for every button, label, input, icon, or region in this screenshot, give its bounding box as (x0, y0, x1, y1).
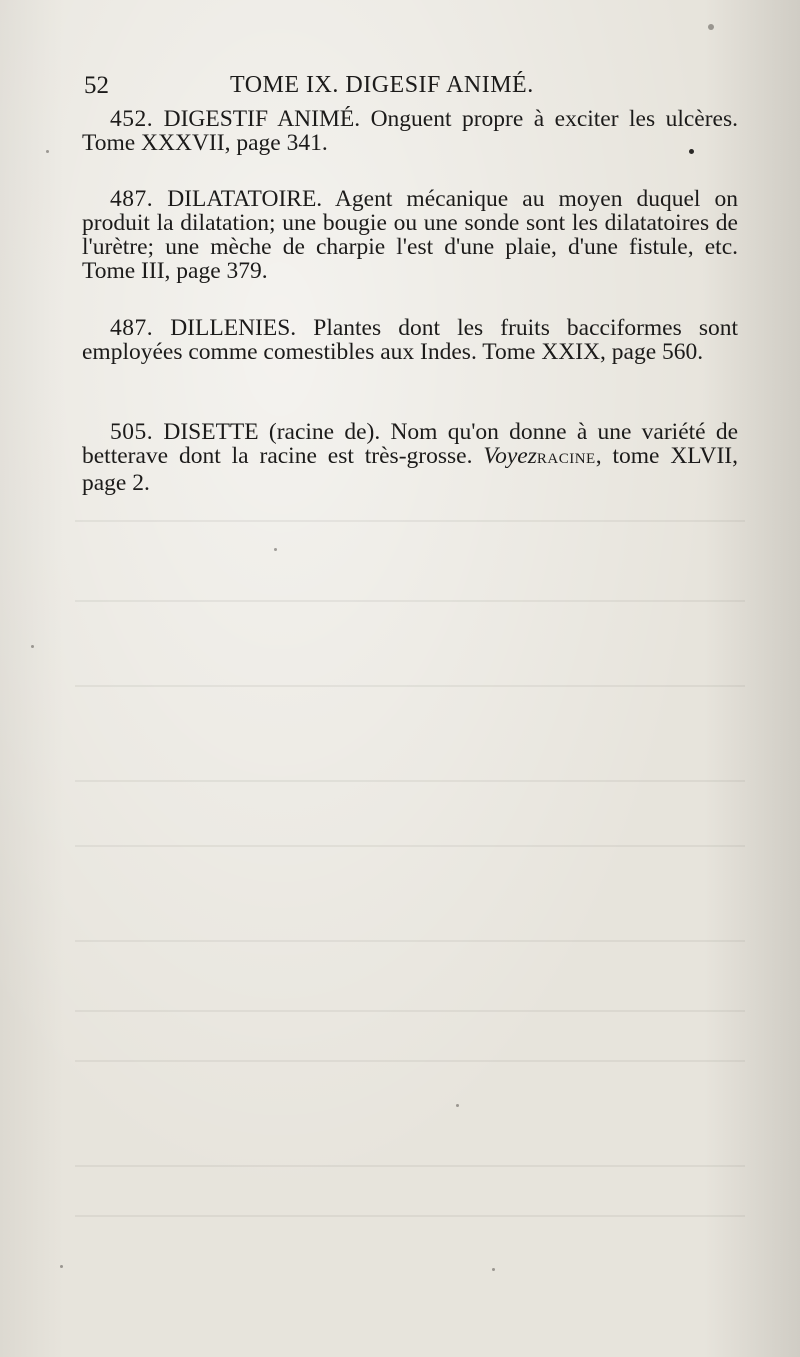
bleed-through-line (75, 520, 745, 522)
entry-headword: DIGESTIF ANIMÉ. (163, 106, 361, 132)
cross-reference: RACINE (536, 451, 596, 467)
page-number: 52 (84, 72, 109, 99)
entry-text: Plantes dont les fruits bacciformes sont employées comme comestibles aux Indes. Tome XXIX, page 560. (82, 315, 739, 365)
dictionary-entry (82, 420, 738, 495)
bleed-through-line (75, 845, 745, 847)
dictionary-entry (82, 107, 738, 155)
bleed-through-line (75, 1060, 745, 1062)
paper-speck (708, 24, 714, 30)
entry-headword: DISETTE (163, 419, 259, 445)
page-header (84, 66, 744, 106)
paper-speck (492, 1268, 495, 1271)
entry-ref: 452. (110, 106, 154, 132)
voyez-label: Voyez (483, 443, 537, 469)
entry-text: Onguent propre à exciter les ulcères. Tome XXXVII, page 341. (82, 106, 739, 156)
bleed-through-line (75, 780, 745, 782)
bleed-through-line (75, 685, 745, 687)
bleed-through-line (75, 1010, 745, 1012)
bleed-through-line (75, 1215, 745, 1217)
dictionary-entry (82, 316, 738, 364)
entry-ref: 487. (110, 315, 154, 341)
entry-ref: 487. (110, 186, 154, 212)
bleed-through-line (75, 600, 745, 602)
running-head: TOME IX. DIGESIF ANIMÉ. (230, 72, 534, 98)
entry-ref: 505. (110, 419, 154, 445)
dictionary-entry (82, 187, 738, 283)
entry-headword: DILLENIES. (170, 315, 297, 341)
paper-speck (274, 548, 277, 551)
entry-headword: DILATATOIRE. (167, 186, 323, 212)
paper-speck (31, 645, 34, 648)
bleed-through-line (75, 940, 745, 942)
paper-speck (456, 1104, 459, 1107)
entry-text: (racine de). Nom qu'on donne à une variété de betterave dont la racine est très-grosse. (82, 419, 738, 469)
paper-speck (60, 1265, 63, 1268)
entry-text-after: , tome XLVII, page 2. (82, 443, 739, 496)
paper-speck (46, 150, 49, 153)
bleed-through-line (75, 1165, 745, 1167)
entry-text: Agent mécanique au moyen duquel on produit la dilatation; une bougie ou une sonde sont les dilatatoires de l'urètre; une mèche de charpie l'est d'une plaie, d'une fistule, etc. Tome III, page 379. (82, 186, 739, 284)
